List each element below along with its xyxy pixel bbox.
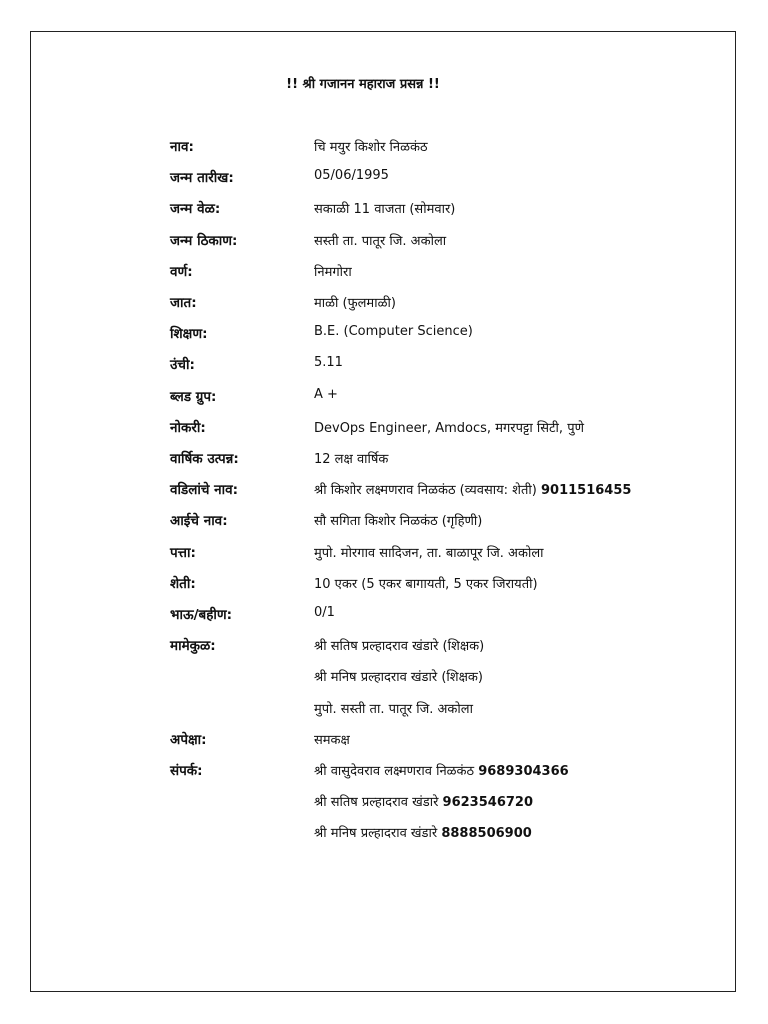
field-value [314,636,484,654]
field-value [314,293,396,311]
field-row [0,418,700,440]
field-value-text: सस्ती ता. पातूर जि. अकोला [314,234,447,249]
field-value-text: सकाळी 11 वाजता (सोमवार) [314,202,456,217]
field-value-text: DevOps Engineer, Amdocs, मगरपट्टा सिटी, पुणे [314,421,584,436]
field-value [314,792,533,810]
field-row [0,387,700,409]
field-row [0,543,700,565]
phone-number: 9689304366 [478,764,569,779]
field-value-text: 0/1 [314,605,335,620]
field-value-text: 12 लक्ष वार्षिक [314,452,389,467]
field-value-text: चि मयुर किशोर निळकंठ [314,140,428,155]
field-value-text: श्री सतिष प्रल्हादराव खंडारे [314,795,443,810]
field-row [0,699,700,721]
field-value [314,262,352,280]
field-label: वर्ण: [170,264,193,280]
field-value [314,480,631,498]
field-value [314,418,584,436]
field-label: नोकरी: [170,420,206,436]
field-value [314,387,338,402]
field-value [314,605,335,620]
field-value-text: श्री वासुदेवराव लक्ष्मणराव निळकंठ [314,764,479,779]
field-label: जन्म ठिकाण: [170,233,238,249]
field-row [0,168,700,190]
field-value [314,730,350,748]
field-value-text: A + [314,387,338,402]
field-value-text: B.E. (Computer Science) [314,324,473,339]
field-value-text: निमगोरा [314,265,352,280]
field-value-text: श्री सतिष प्रल्हादराव खंडारे (शिक्षक) [314,639,485,654]
field-value-text: 10 एकर (5 एकर बागायती, 5 एकर जिरायती) [314,577,538,592]
field-label: जात: [170,295,197,311]
field-row [0,823,700,845]
field-value [314,199,455,217]
field-row [0,667,700,689]
field-value-text: सौ सगिता किशोर निळकंठ (गृहिणी) [314,514,483,529]
field-value [314,699,473,717]
field-label: उंची: [170,357,195,373]
page-title: !! श्री गजानन महाराज प्रसन्न !! [286,77,440,92]
phone-number: 9011516455 [540,483,632,498]
field-row [0,636,700,658]
field-value-text: मुपो. मोरगाव सादिजन, ता. बाळापूर जि. अकोला [314,546,544,561]
field-row [0,355,700,377]
field-value-text: मुपो. सस्ती ता. पातूर जि. अकोला [314,702,473,717]
field-label: संपर्क: [170,763,203,779]
field-label: वडिलांचे नाव: [170,482,239,498]
field-row [0,231,700,253]
phone-number: 9623546720 [442,795,534,810]
field-row [0,324,700,346]
field-value-text: 05/06/1995 [314,168,389,183]
field-label: शेती: [170,576,196,592]
field-row [0,792,700,814]
field-value [314,137,428,155]
field-value-text: श्री मनिष प्रल्हादराव खंडारे (शिक्षक) [314,670,483,685]
field-value [314,168,389,183]
field-label: जन्म तारीख: [170,170,234,186]
field-label: ब्लड ग्रुप: [170,389,217,405]
field-label: वार्षिक उत्पन्न: [170,451,239,467]
field-label: शिक्षण: [170,326,208,342]
field-value-text: समकक्ष [314,733,350,748]
field-label: जन्म वेळ: [170,201,221,217]
field-row [0,262,700,284]
field-value-text: 5.11 [314,355,343,370]
field-row [0,574,700,596]
field-value [314,574,538,592]
field-value-text: श्री किशोर लक्ष्मणराव निळकंठ (व्यवसाय: शेती) [314,483,541,498]
field-label: मामेकुळ: [170,638,216,654]
field-row [0,199,700,221]
field-value [314,823,532,841]
field-row [0,511,700,533]
field-value [314,324,473,339]
field-row [0,137,700,159]
field-row [0,730,700,752]
field-value-text: माळी (फुलमाळी) [314,296,396,311]
field-label: आईचे नाव: [170,513,228,529]
field-label: नाव: [170,139,194,155]
field-row [0,293,700,315]
field-label: भाऊ/बहीण: [170,607,233,623]
field-value [314,355,343,370]
field-label: पत्ता: [170,545,196,561]
field-value [314,449,388,467]
field-value [314,543,544,561]
field-row [0,449,700,471]
field-value [314,231,446,249]
field-row [0,761,700,783]
field-value-text: श्री मनिष प्रल्हादराव खंडारे [314,826,442,841]
field-value [314,511,482,529]
field-value [314,761,569,779]
phone-number: 8888506900 [441,826,532,841]
field-label: अपेक्षा: [170,732,207,748]
field-value [314,667,483,685]
field-row [0,480,700,502]
field-row [0,605,700,627]
